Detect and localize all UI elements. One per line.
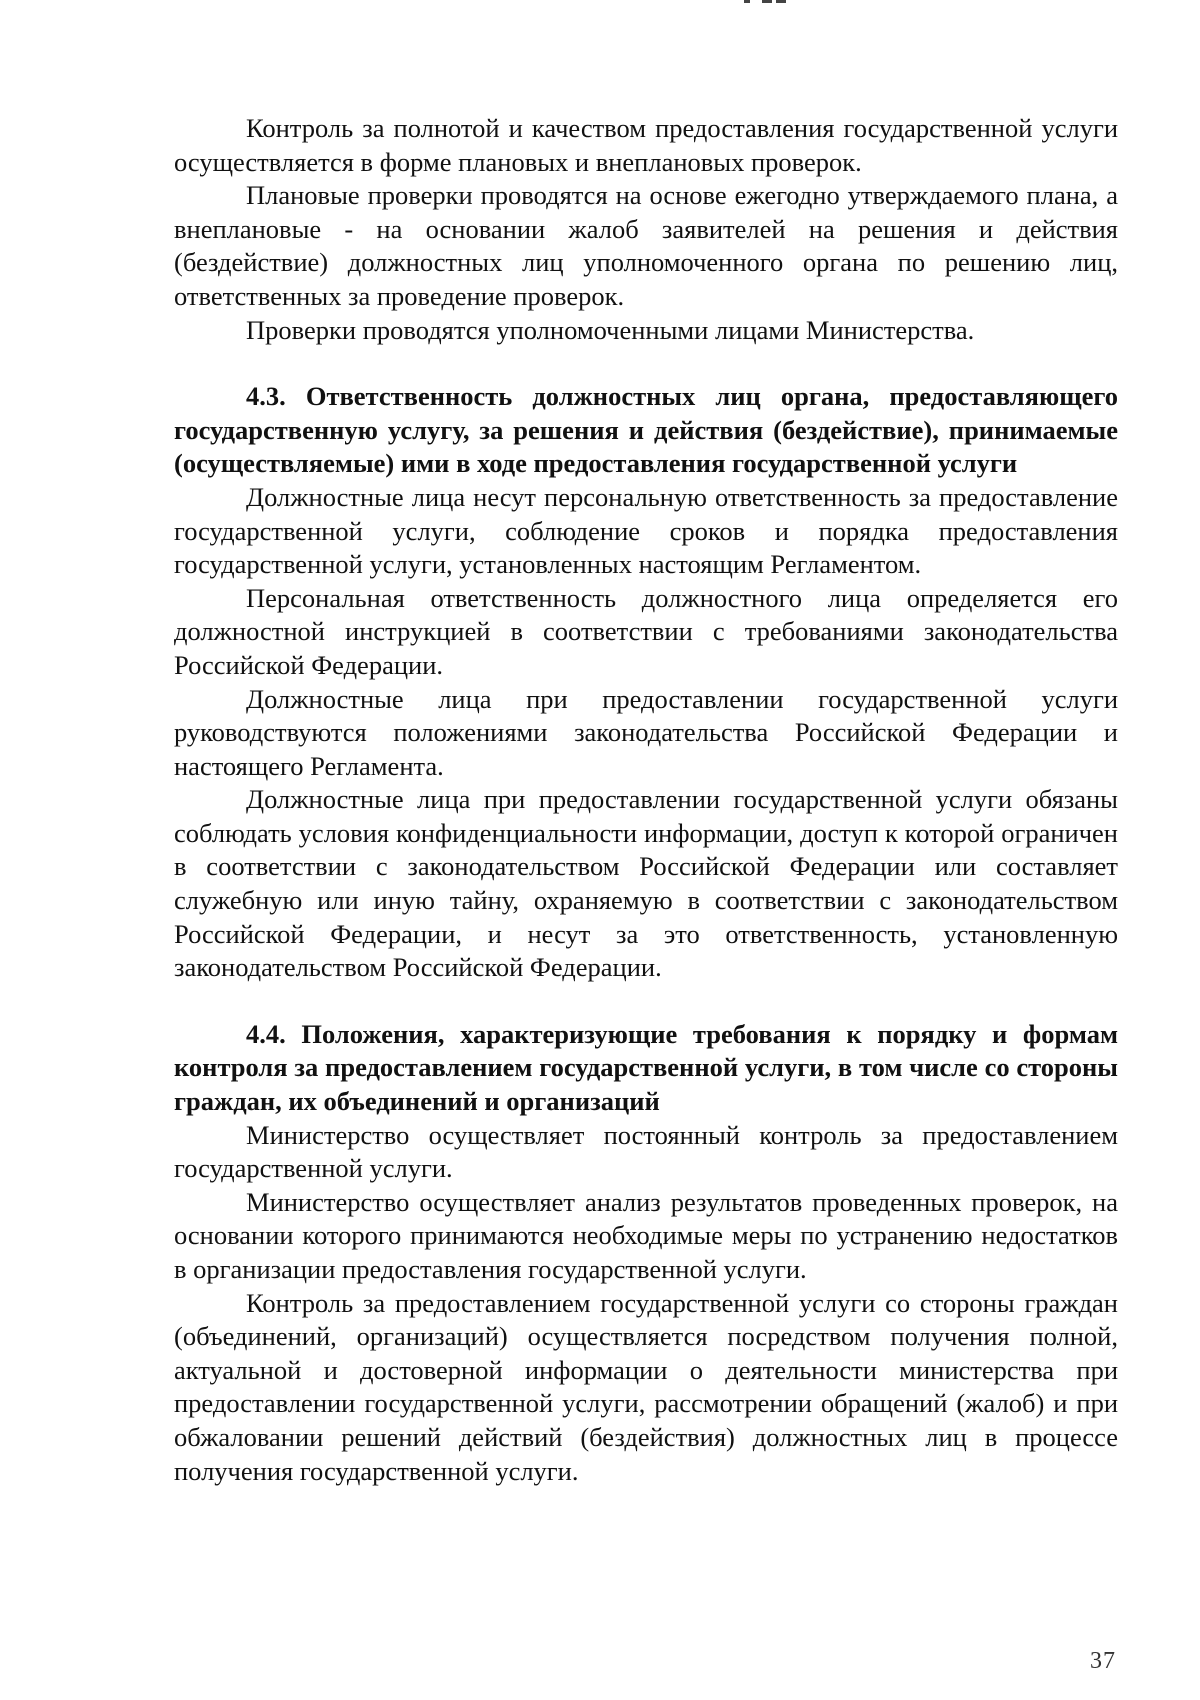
section-4-4-paragraph-2: Министерство осуществляет анализ результатов проведенных проверок, на основании которого принимаются необходимые меры по устранению недостатков в организации предоставления государственной услуги. (174, 1186, 1118, 1284)
section-4-3-heading: 4.3. Ответственность должностных лиц органа, предоставляющего государственную услугу, за решения и действия (бездействие), принимаемые (осуществляемые) ими в ходе предоставления государственной услуги (174, 381, 1118, 479)
intro-paragraph-2: Плановые проверки проводятся на основе ежегодно утверждаемого плана, а внеплановые - на основании жалоб заявителей на решения и действия (бездействие) должностных лиц уполномоченного органа по решению лиц, ответственных за проведение проверок. (174, 180, 1118, 311)
page-number: 37 (1090, 1648, 1116, 1674)
section-4-3-paragraph-3: Должностные лица при предоставлении государственной услуги руководствуются положениями законодательства Российской Федерации и настоящего Регламента. (174, 683, 1118, 781)
intro-paragraph-3: Проверки проводятся уполномоченными лицами Министерства. (246, 314, 975, 345)
section-4-3-paragraph-2: Персональная ответственность должностного лица определяется его должностной инструкцией в соответствии с требованиями законодательства Российской Федерации. (174, 582, 1118, 680)
section-4-4-paragraph-1: Министерство осуществляет постоянный контроль за предоставлением государственной услуги. (174, 1119, 1118, 1184)
section-4-4-heading: 4.4. Положения, характеризующие требования к порядку и формам контроля за предоставлением государственной услуги, в том числе со стороны граждан, их объединений и организаций (174, 1018, 1118, 1117)
section-4-3-paragraph-4: Должностные лица при предоставлении государственной услуги обязаны соблюдать условия конфиденциальности информации, доступ к которой ограничен в соответствии с законодательством Российской Федерации или составляет служебную или иную тайну, охраняемую в соответствии с законодательством Российской Федерации, и несут за это ответственность, установленную законодательством Российской Федерации. (174, 784, 1118, 983)
section-4-3-paragraph-1: Должностные лица несут персональную ответственность за предоставление государственной услуги, соблюдение сроков и порядка предоставления государственной услуги, установленных настоящим Регламентом. (174, 481, 1118, 580)
scan-artifact (744, 0, 788, 4)
section-spacer (174, 985, 1118, 1018)
section-spacer (174, 347, 1118, 380)
intro-paragraph-1: Контроль за полнотой и качеством предоставления государственной услуги осуществляется в форме плановых и внеплановых проверок. (174, 113, 1118, 177)
section-4-4-paragraph-3: Контроль за предоставлением государственной услуги со стороны граждан (объединений, организаций) осуществляется посредством получения полной, актуальной и достоверной информации о деятельности министерства при предоставлении государственной услуги, рассмотрении обращений (жалоб) и при обжаловании решений действий (бездействия) должностных лиц в процессе получения государственной услуги. (174, 1287, 1118, 1486)
document-page (174, 112, 1118, 1488)
